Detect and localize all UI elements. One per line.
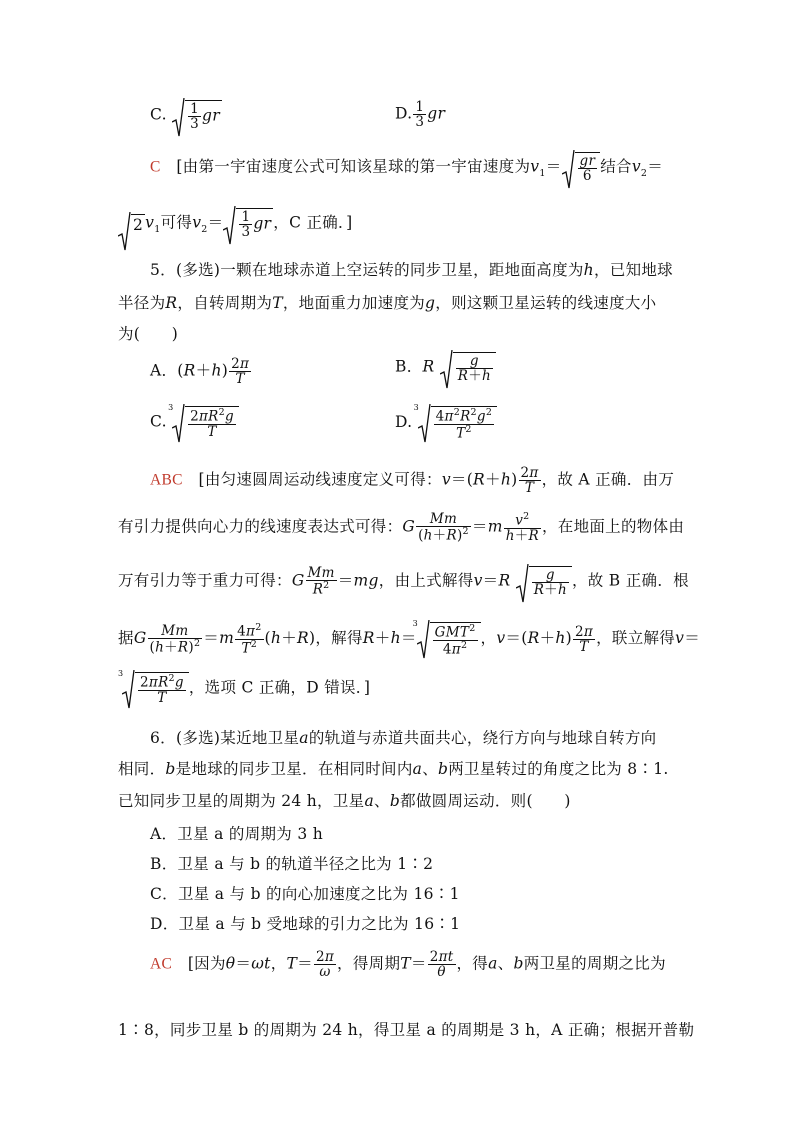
- q4-option-d: D. $\frac{1}{3}$ gr: [395, 99, 446, 131]
- q6-option-c: C．卫星 a 与 b 的向心加速度之比为 16∶1: [150, 885, 460, 903]
- q5-option-b: B．R $\frac{g}{R+h}$: [395, 352, 496, 383]
- q5-answer-line1: ABC [由匀速圆周运动线速度定义可得：v＝(R＋h) $\frac{2\pi}{T}$ ，故 A 正确．由万: [150, 465, 675, 497]
- q5-option-c: C. 3 $\frac{2\pi R^2g}{T}$: [150, 406, 239, 439]
- q6-stem-line3: 已知同步卫星的周期为 24 h，卫星a、b都做圆周运动．则( ): [118, 792, 571, 810]
- answer-letter: ABC: [150, 471, 183, 489]
- q5-stem-line3: 为( ): [118, 325, 179, 343]
- q4-answer-line1: C [由第一宇宙速度公式可知该星球的第一宇宙速度为$v_1=$ $\frac{gr}{6}$ 结合$v_2=$: [150, 152, 663, 183]
- q6-option-b: B．卫星 a 与 b 的轨道半径之比为 1∶2: [150, 855, 434, 873]
- sqrt-expression: $\frac{1}{3}$ gr: [172, 100, 222, 131]
- q5-answer-line4: 据G $\frac{Mm}{(h+R)^2}$ ＝m $\frac{4\pi^2}{T^2}$ (h＋R)，解得R＋h＝ 3 $\frac{GMT^2}{4\pi^2}$ ，v＝(R＋h) $\frac{2\pi}{T}$ ，联立解得v＝: [118, 619, 700, 658]
- q5-answer-line5: 3 $\frac{2\pi R^2g}{T}$ ，选项 C 正确，D 错误．]: [122, 672, 370, 705]
- q6-stem-line2: 相同．b是地球的同步卫星．在相同时间内a、b两卫星转过的角度之比为 8∶1.: [118, 760, 669, 778]
- q6-answer-line2: 1∶8，同步卫星 b 的周期为 24 h，得卫星 a 的周期是 3 h，A 正确；根据开普勒: [118, 1021, 695, 1039]
- q5-option-a: A．(R＋h) $\frac{2\pi}{T}$: [150, 356, 250, 388]
- q5-stem-line1: 5．(多选)一颗在地球赤道上空运转的同步卫星，距地面高度为h，已知地球: [150, 261, 673, 279]
- q5-option-d: D. 3 $\frac{4\pi^2R^2g^2}{T^2}$: [395, 406, 497, 440]
- q6-stem-line1: 6．(多选)某近地卫星a的轨道与赤道共面共心，绕行方向与地球自转方向: [150, 729, 657, 747]
- answer-letter: AC: [150, 955, 173, 973]
- q5-answer-line2: 有引力提供向心力的线速度表达式可得：G $\frac{Mm}{(h+R)^2}$ ＝m $\frac{v^2}{h+R}$ ，在地面上的物体由: [118, 511, 685, 544]
- q4-option-c: C. $\frac{1}{3}$ gr: [150, 100, 222, 131]
- q6-option-a: A．卫星 a 的周期为 3 h: [150, 825, 323, 843]
- q5-stem-line2: 半径为R，自转周期为T，地面重力加速度为g，则这颗卫星运转的线速度大小: [118, 294, 657, 312]
- answer-letter: C: [150, 158, 161, 176]
- q6-option-d: D．卫星 a 与 b 受地球的引力之比为 16∶1: [150, 915, 461, 933]
- q4-answer-line2: 2 $v_1$可得$v_2=$ $\frac{1}{3}$ gr ，C 正确．]: [118, 208, 352, 239]
- q6-answer-line1: AC [因为θ＝ωt，T＝ $\frac{2\pi}{\omega}$ ，得周期T＝ $\frac{2\pi t}{\theta}$ ，得a、b两卫星的周期之比为: [150, 949, 666, 981]
- q5-answer-line3: 万有引力等于重力可得：G $\frac{Mm}{R^2}$ ＝mg，由上式解得v＝R $\frac{g}{R+h}$ ，故 B 正确．根: [118, 566, 689, 597]
